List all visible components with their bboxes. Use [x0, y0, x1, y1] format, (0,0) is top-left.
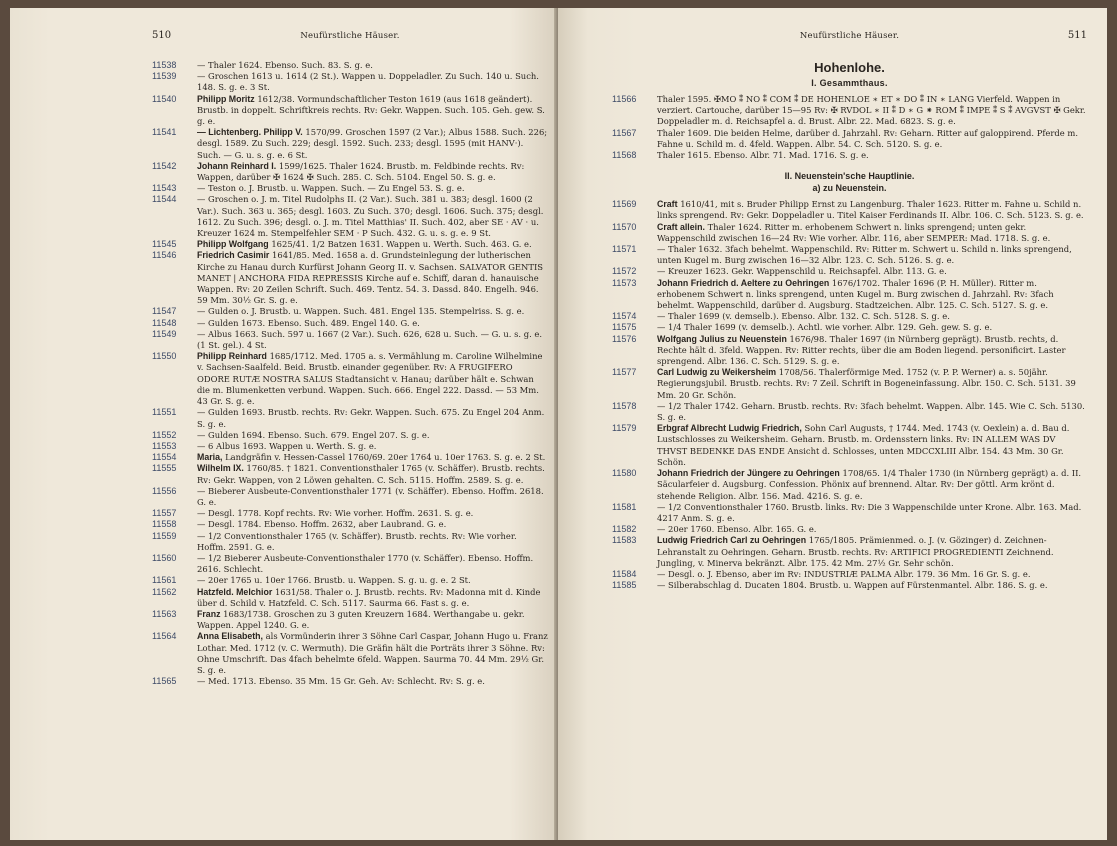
- right-running-title: Neufürstliche Häuser.: [799, 31, 900, 41]
- entry-description: — Groschen o. J. m. Titel Rudolphs II. (2 Var.). Such. 381 u. 383; desgl. 1600 (2 Var.). Such. 363 u. 365; desgl. 1603. Zu Such. 370; desgl. 1606. Such. 375; desgl. 1612. Zu Such. 396; desgl. o. J. m. Titel Matthias' II. Such. 402, aber SE · AV · u. Kreuzer 1624 m. Stempelfehler SEM · P Such. 432. G. u. s. g. e. 9 St.: [197, 194, 544, 239]
- ruler-name: Hatzfeld. Melchior: [197, 586, 273, 597]
- book-spread: [10, 8, 1107, 840]
- catalog-entry: [152, 463, 548, 485]
- entry-description: — Desgl. o. J. Ebenso, aber im Rv: INDUSTRIÆ PALMA Albr. 179. 36 Mm. 16 Gr. S. g. e.: [657, 568, 1031, 579]
- lot-number: 11542: [152, 160, 177, 171]
- lot-number: 11541: [152, 127, 177, 138]
- right-entry-list-b: [612, 199, 1087, 591]
- entry-description: 1760/85. † 1821. Conventionsthaler 1765 (v. Schäffer). Brustb. rechts. Rv: Gekr. Wappen, von 2 Löwen gehalten. C. Sch. 5115. Hoffm. 2589. S. g. e.: [197, 463, 545, 485]
- right-running-head: [612, 30, 1087, 50]
- entry-description: — 20er 1760. Ebenso. Albr. 165. G. e.: [657, 524, 817, 535]
- entry-description: — Gulden 1693. Brustb. rechts. Rv: Gekr. Wappen. Such. 675. Zu Engel 204 Anm. S. g. e.: [197, 407, 545, 429]
- catalog-entry: [612, 278, 1087, 312]
- catalog-entry: [612, 524, 1087, 535]
- entry-description: — Groschen 1613 u. 1614 (2 St.). Wappen u. Doppeladler. Zu Such. 140 u. Such. 148. S. g. e. 3 St.: [197, 71, 539, 93]
- right-entry-list-a: [612, 94, 1087, 161]
- ruler-name: Wilhelm IX.: [197, 463, 244, 474]
- catalog-entry: [612, 401, 1087, 423]
- ruler-name: Wolfgang Julius zu Neuenstein: [657, 333, 787, 344]
- lot-number: 11580: [612, 468, 637, 479]
- entry-description: 1599/1625. Thaler 1624. Brustb. m. Feldbinde rechts. Rv: Wappen, darüber ✠ 1624 ✠ Such. 285. C. Sch. 5104. Engel 50. S. g. e.: [197, 160, 525, 183]
- catalog-entry: [152, 239, 548, 250]
- lot-number: 11570: [612, 221, 637, 232]
- ruler-name: Erbgraf Albrecht Ludwig Friedrich,: [657, 423, 802, 434]
- entry-description: Sohn Carl Augusts, † 1744. Med. 1743 (v. Oexlein) a. d. Bau d. Lustschlosses zu Weikersheim. Geharn. Brustb. m. Ordensstern links. Rv: IN ALLEM WAS DV THVST BEDENKE DAS ENDE Ansicht d. Schlosses, unten MDCCXLIII Albr. 154. 43 Mm. 30 Gr. Schön.: [657, 423, 1070, 467]
- catalog-entry: [152, 94, 548, 128]
- catalog-entry: [612, 423, 1087, 468]
- entry-description: 1625/41. 1/2 Batzen 1631. Wappen u. Werth. Such. 463. G. e.: [271, 239, 532, 250]
- lot-number: 11555: [152, 463, 177, 474]
- lot-number: 11561: [152, 575, 177, 586]
- entry-description: 1708/56. Thalerförmige Med. 1752 (v. P. P. Werner) a. s. 50jähr. Regierungsjubil. Brustb. rechts. Rv: 7 Zeil. Schrift in Bogeneinfassung. Albr. 150. C. Sch. 5131. 39 Mm. 20 Gr. Schön.: [657, 367, 1076, 400]
- lot-number: 11550: [152, 351, 177, 362]
- catalog-entry: [152, 161, 548, 183]
- lot-number: 11557: [152, 508, 177, 519]
- entry-description: — Thaler 1624. Ebenso. Such. 83. S. g. e.: [197, 60, 373, 70]
- catalog-entry: [152, 587, 548, 609]
- entry-description: — 20er 1765 u. 10er 1766. Brustb. u. Wappen. S. g. u. g. e. 2 St.: [197, 575, 471, 586]
- ruler-name: — Lichtenberg. Philipp V.: [197, 127, 303, 138]
- catalog-entry: [152, 60, 548, 71]
- entry-description: 1570/99. Groschen 1597 (2 Var.); Albus 1588. Such. 226; desgl. 1589. Zu Such. 229; desgl. 1592. Such. 233; desgl. 1595 (mit HANV·). Such. — G. u. s. g. e. 6 St.: [197, 127, 548, 160]
- ruler-name: Anna Elisabeth,: [197, 631, 263, 642]
- lot-number: 11578: [612, 400, 637, 411]
- lot-number: 11565: [152, 676, 177, 687]
- entry-description: 1641/85. Med. 1658 a. d. Grundsteinlegung der lutherischen Kirche zu Hanau durch Kurfürst Johann Georg II. v. Sachsen. SALVATOR GENTIS MANET | ANCHORA FIDA REPRESSIS Kirche auf e. Schiff, daran d. hanauische Wappen. Rv: 20 Zeilen Schrift. Such. 469. Tentz. 54. 3. Dassd. 840. Engelh. 946. 59 Mm. 30½ Gr. S. g. e.: [197, 250, 543, 306]
- lot-number: 11585: [612, 580, 637, 591]
- catalog-entry: [612, 94, 1087, 128]
- lot-number: 11556: [152, 485, 177, 496]
- catalog-entry: [152, 531, 548, 553]
- entry-description: — 1/2 Conventionsthaler 1765 (v. Schäffer). Brustb. rechts. Rv: Wie vorher. Hoffm. 2591. G. e.: [197, 530, 517, 552]
- catalog-entry: [152, 441, 548, 452]
- lot-number: 11566: [612, 94, 637, 104]
- lot-number: 11547: [152, 306, 177, 317]
- section2-heading: II. Neuenstein'sche Hauptlinie.: [784, 171, 915, 182]
- ruler-name: Friedrich Casimir: [197, 250, 270, 261]
- right-page: [558, 8, 1107, 840]
- catalog-entry: [612, 367, 1087, 401]
- lot-number: 11558: [152, 519, 177, 530]
- lot-number: 11567: [612, 127, 637, 138]
- lot-number: 11584: [612, 568, 637, 579]
- catalog-entry: [152, 71, 548, 93]
- right-page-number: 511: [1067, 30, 1087, 41]
- lot-number: 11546: [152, 250, 177, 261]
- catalog-entry: [152, 306, 548, 317]
- ruler-name: Maria,: [197, 452, 223, 463]
- entry-description: — Desgl. 1778. Kopf rechts. Rv: Wie vorher. Hoffm. 2631. S. g. e.: [197, 508, 474, 519]
- entry-description: 1612/38. Vormundschaftlicher Teston 1619 (aus 1618 geändert). Brustb. in doppelt. Schriftkreis rechts. Rv: Gekr. Wappen. Such. 105. Geh. gew. S. g. e.: [197, 93, 545, 127]
- lot-number: 11548: [152, 317, 177, 328]
- catalog-entry: [152, 127, 548, 161]
- catalog-entry: [152, 609, 548, 631]
- entry-description: 1610/41, mit s. Bruder Philipp Ernst zu Langenburg. Thaler 1623. Ritter m. Fahne u. Schild n. links sprengend. Rv: Gekr. Doppeladler u. Titel Kaiser Ferdinands II. Albr. 106. C. Sch. 5123. S. g. e.: [657, 199, 1084, 221]
- ruler-name: Johann Reinhard I.: [197, 160, 277, 171]
- ruler-name: Franz: [197, 608, 221, 619]
- catalog-entry: [152, 318, 548, 329]
- catalog-entry: [152, 631, 548, 676]
- lot-number: 11540: [152, 93, 177, 104]
- lot-number: 11554: [152, 452, 177, 463]
- entry-description: — Thaler 1632. 3fach behelmt. Wappenschild. Rv: Ritter m. Schwert u. Schild n. links sprengend, unten Kugel m. Burg zwischen 16—32 Albr. 123. C. Sch. 5126. S. g. e.: [657, 244, 1072, 266]
- lot-number: 11560: [152, 552, 177, 563]
- entry-description: — 1/2 Thaler 1742. Geharn. Brustb. rechts. Rv: 3fach behelmt. Wappen. Albr. 145. Wie C. Sch. 5130. S. g. e.: [657, 400, 1085, 423]
- lot-number: 11568: [612, 150, 637, 161]
- left-page-number: 510: [152, 30, 172, 41]
- entry-description: — 1/2 Bieberer Ausbeute-Conventionsthaler 1770 (v. Schäffer). Ebenso. Hoffm. 2616. Schlecht.: [197, 552, 534, 575]
- lot-number: 11571: [612, 244, 637, 255]
- catalog-entry: [612, 535, 1087, 569]
- lot-number: 11563: [152, 608, 177, 619]
- entry-description: — Kreuzer 1623. Gekr. Wappenschild u. Reichsapfel. Albr. 113. G. e.: [657, 266, 947, 277]
- entry-description: — Bieberer Ausbeute-Conventionsthaler 1771 (v. Schäffer). Ebenso. Hoffm. 2618. G. e.: [197, 485, 544, 507]
- lot-number: 11577: [612, 367, 637, 378]
- catalog-entry: [612, 334, 1087, 368]
- section2a-heading: a) zu Neuenstein.: [812, 183, 887, 194]
- lot-number: 11538: [152, 60, 177, 70]
- entry-description: 1683/1738. Groschen zu 3 guten Kreuzern 1684. Werthangabe u. gekr. Wappen. Appel 1240. G. e.: [197, 608, 525, 631]
- ruler-name: Carl Ludwig zu Weikersheim: [657, 367, 777, 378]
- lot-number: 11569: [612, 199, 637, 210]
- lot-number: 11574: [612, 311, 637, 322]
- catalog-entry: [152, 430, 548, 441]
- lot-number: 11545: [152, 239, 177, 250]
- catalog-entry: [152, 250, 548, 306]
- entry-description: — 1/2 Conventionsthaler 1760. Brustb. links. Rv: Die 3 Wappenschilde unter Krone. Albr. 163. Mad. 4217 Anm. S. g. e.: [657, 501, 1082, 523]
- entry-description: Landgräfin v. Hessen-Cassel 1760/69. 20er 1764 u. 10er 1763. S. g. e. 2 St.: [225, 452, 546, 463]
- lot-number: 11559: [152, 530, 177, 541]
- lot-number: 11575: [612, 322, 637, 333]
- ruler-name: Philipp Reinhard: [197, 351, 267, 362]
- entry-description: Thaler 1624. Ritter m. erhobenem Schwert n. links sprengend; unten gekr. Wappenschild zwischen 16—24 Rv: Wie vorher. Albr. 116, aber SEMPER: Mad. 1718. S. g. e.: [657, 221, 1051, 243]
- left-page: [10, 8, 558, 840]
- catalog-entry: [152, 486, 548, 508]
- entry-description: — Albus 1663. Such. 597 u. 1667 (2 Var.). Such. 626, 628 u. Such. — G. u. s. g. e. (1 St. gel.). 4 St.: [197, 328, 543, 351]
- ruler-name: Johann Friedrich der Jüngere zu Oehringen: [657, 468, 840, 479]
- lot-number: 11583: [612, 535, 637, 546]
- entry-description: 1765/1805. Prämienmed. o. J. (v. Gözinger) d. Zeichnen-Lehranstalt zu Oehringen. Geharn. Brustb. rechts. Rv: ARTIFICI PROGREDIENTI Zeichnend. Jungling, v. Minerva bekränzt. Albr. 175. 42 Mm. 27½ Gr. Sehr schön.: [657, 535, 1054, 568]
- lot-number: 11539: [152, 71, 177, 82]
- ruler-name: Johann Friedrich d. Aeltere zu Oehringen: [657, 277, 830, 288]
- section-subheading: I. Gesammthaus.: [811, 78, 888, 88]
- catalog-entry: [152, 351, 548, 407]
- lot-number: 11553: [152, 440, 177, 451]
- entry-description: 1631/58. Thaler o. J. Brustb. rechts. Rv: Madonna mit d. Kinde über d. Schild v. Hatzfeld. C. Sch. 5117. Saurma 66. Fast s. g. e.: [197, 586, 541, 608]
- lot-number: 11582: [612, 524, 637, 535]
- ruler-name: Ludwig Friedrich Carl zu Oehringen: [657, 535, 807, 546]
- entry-description: — Teston o. J. Brustb. u. Wappen. Such. — Zu Engel 53. S. g. e.: [197, 183, 465, 194]
- entry-description: — Med. 1713. Ebenso. 35 Mm. 15 Gr. Geh. Av: Schlecht. Rv: S. g. e.: [197, 676, 485, 687]
- entry-description: 1685/1712. Med. 1705 a. s. Vermählung m. Caroline Wilhelmine v. Sachsen-Saalfeld. Beid. Brustb. einander gegenüber. Rv: A FRUGIFERO ODORE RUTÆ NOSTRA SALUS Stadtansicht v. Hanau; darüber hält e. Schwan die m. Blumenketten verbund. Wappen. Such. 666. Engel 222. Dassd. — 53 Mm. 43 Gr. S. g. e.: [197, 351, 543, 407]
- ruler-name: Philipp Wolfgang: [197, 239, 269, 250]
- lot-number: 11572: [612, 266, 637, 277]
- catalog-entry: [612, 150, 1087, 161]
- ruler-name: Philipp Moritz: [197, 93, 255, 104]
- entry-description: als Vormünderin ihrer 3 Söhne Carl Caspar, Johann Hugo u. Franz Lothar. Med. 1712 (v. C. Wermuth). Die Gräfin hält die Porträts ihrer 3 Söhne. Rv: Ohne Umschrift. Das 4fach behelmte 6feld. Wappen. Saurma 70. 44 Mm. 29½ Gr. S. g. e.: [197, 631, 548, 675]
- catalog-entry: [152, 329, 548, 351]
- left-running-title: Neufürstliche Häuser.: [300, 31, 400, 41]
- entry-description: — Gulden 1673. Ebenso. Such. 489. Engel 140. G. e.: [197, 317, 420, 328]
- lot-number: 11543: [152, 183, 177, 194]
- lot-number: 11579: [612, 423, 637, 434]
- catalog-entry: [152, 676, 548, 687]
- entry-description: Thaler 1609. Die beiden Helme, darüber d. Jahrzahl. Rv: Geharn. Ritter auf galoppirend. Pferde m. Fahne u. Schild m. d. 4feld. Wappen. Albr. 54. C. Sch. 5120. S. g. e.: [657, 127, 1078, 149]
- section-heading: Hohenlohe.: [814, 60, 885, 75]
- entry-description: — 1/4 Thaler 1699 (v. demselb.). Achtl. wie vorher. Albr. 129. Geh. gew. S. g. e.: [657, 322, 993, 333]
- left-entry-list: [152, 60, 548, 687]
- lot-number: 11564: [152, 631, 177, 642]
- entry-description: — Silberabschlag d. Ducaten 1804. Brustb. u. Wappen auf Fürstenmantel. Albr. 186. S. g. e.: [657, 580, 1048, 591]
- catalog-entry: [612, 569, 1087, 580]
- entry-description: Thaler 1595. ✠MO ⁑ NO ⁑ COM ⁑ DE HOHENLOE ∗ ET ∗ DO ⁑ IN ∗ LANG Vierfeld. Wappen in verziert. Cartouche, darüber 15—95 Rv: ✠ RVDOL ∗ II ⁑ D ∗ G ⁕ ROM ⁑ IMPE ⁑ S ⁑ AVGVST ✠ Gekr. Doppeladler m. d. Reichsapfel a. d. Brust. Albr. 22. Mad. 6823. S. g. e.: [657, 94, 1086, 127]
- ruler-name: Craft allein.: [657, 221, 705, 232]
- catalog-entry: [152, 519, 548, 530]
- entry-description: 1676/98. Thaler 1697 (in Nürnberg geprägt). Brustb. rechts, d. Rechte hält d. 3feld. Wappen. Rv: Ritter rechts, über die am Boden liegend. personificirt. Laster sprengend. Albr. 136. C. Sch. 5129. S. g. e.: [657, 333, 1066, 367]
- entry-description: 1708/65. 1/4 Thaler 1730 (in Nürnberg geprägt) a. d. II. Säcularfeier d. Augsburg. Confession. Phönix auf brennend. Altar. Rv: Der göttl. Arm krönt d. stehende Religion. Albr. 156. Mad. 4216. S. g. e.: [657, 468, 1082, 501]
- catalog-entry: [612, 128, 1087, 150]
- catalog-entry: [152, 452, 548, 463]
- catalog-entry: [152, 553, 548, 575]
- catalog-entry: [152, 575, 548, 586]
- entry-description: Thaler 1615. Ebenso. Albr. 71. Mad. 1716. S. g. e.: [657, 150, 869, 161]
- entry-description: — Gulden o. J. Brustb. u. Wappen. Such. 481. Engel 135. Stempelriss. S. g. e.: [197, 306, 525, 317]
- entry-description: — Desgl. 1784. Ebenso. Hoffm. 2632, aber Laubrand. G. e.: [197, 519, 447, 530]
- left-running-head: [152, 30, 548, 50]
- entry-description: 1676/1702. Thaler 1696 (P. H. Müller). Ritter m. erhobenem Schwert n. links sprengend, unten Kugel m. Burg zwischen d. Jahrzahl. Rv: 3fach behelmt. Wappenschild, darüber d. Augsburg. Stadtzeichen. Albr. 125. C. Sch. 5127. S. g. e.: [657, 277, 1054, 311]
- catalog-entry: [612, 580, 1087, 591]
- lot-number: 11581: [612, 501, 637, 512]
- catalog-entry: [612, 468, 1087, 502]
- lot-number: 11544: [152, 194, 177, 205]
- catalog-entry: [612, 502, 1087, 524]
- ruler-name: Craft: [657, 199, 678, 210]
- catalog-entry: [612, 222, 1087, 244]
- entry-description: — Gulden 1694. Ebenso. Such. 679. Engel 207. S. g. e.: [197, 429, 430, 440]
- lot-number: 11549: [152, 328, 177, 339]
- lot-number: 11552: [152, 429, 177, 440]
- catalog-entry: [612, 322, 1087, 333]
- catalog-entry: [152, 194, 548, 239]
- catalog-entry: [152, 407, 548, 429]
- catalog-entry: [152, 508, 548, 519]
- entry-description: — Thaler 1699 (v. demselb.). Ebenso. Albr. 132. C. Sch. 5128. S. g. e.: [657, 311, 950, 322]
- catalog-entry: [612, 266, 1087, 277]
- lot-number: 11576: [612, 333, 637, 344]
- entry-description: — 6 Albus 1693. Wappen u. Werth. S. g. e.: [197, 440, 377, 451]
- catalog-entry: [612, 244, 1087, 266]
- catalog-entry: [612, 199, 1087, 221]
- lot-number: 11562: [152, 586, 177, 597]
- lot-number: 11551: [152, 407, 177, 418]
- catalog-entry: [152, 183, 548, 194]
- catalog-entry: [612, 311, 1087, 322]
- lot-number: 11573: [612, 277, 637, 288]
